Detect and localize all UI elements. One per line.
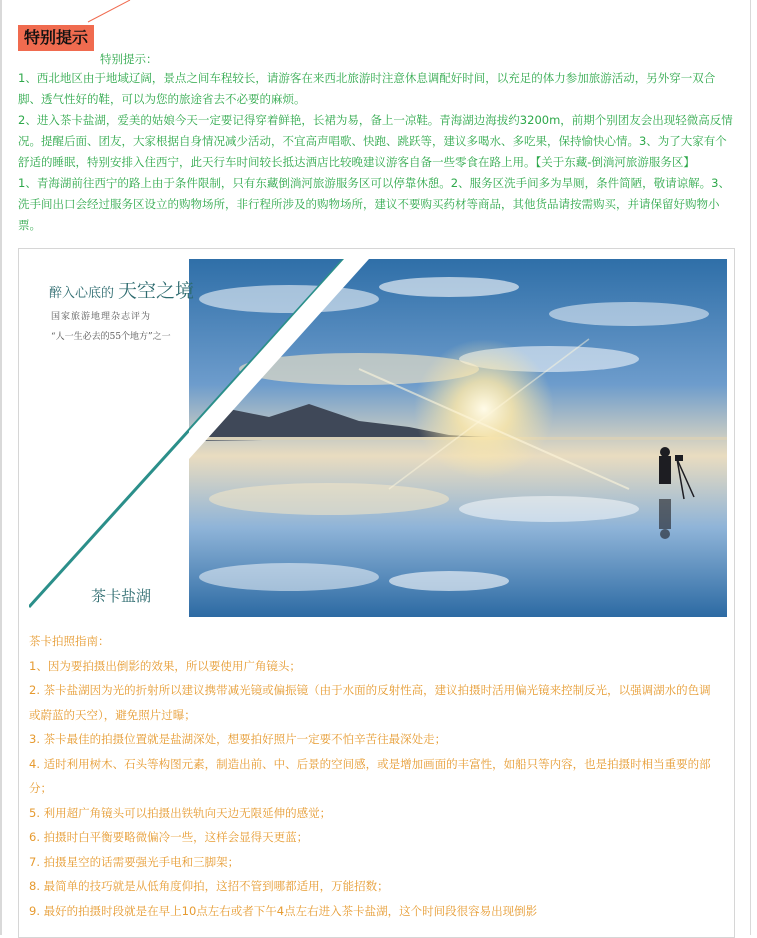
- photo-guide: [29, 629, 719, 923]
- page-right-border: [750, 0, 751, 935]
- special-notice-tag: 特别提示: [18, 25, 94, 51]
- guide-item: 3. 茶卡最佳的拍摄位置就是盐湖深处，想要拍好照片一定要不怕辛苦往最深处走；: [29, 732, 447, 746]
- guide-item: 4. 适时利用树木、石头等构图元素，制造出前、中、后景的空间感，或是增加画面的丰富性，如船只等内容，也是拍摄时相当重要的部分；: [29, 756, 711, 795]
- guide-item: 8. 最简单的技巧就是从低角度仰拍，这招不管到哪都适用，万能招数；: [29, 879, 389, 893]
- guide-item: 9. 最好的拍摄时段就是在早上10点左右或者下午4点左右进入茶卡盐湖，这个时间段很容易出现倒影: [29, 903, 538, 918]
- tagline-lead: 醉入心底的: [49, 286, 115, 301]
- tagline-highlight: 天空之境: [118, 280, 195, 302]
- guide-item: 7. 拍摄星空的话需要强光手电和三脚架；: [29, 854, 240, 869]
- guide-item: 2. 茶卡盐湖因为光的折射所以建议携带减光镜或偏振镜（由于水面的反射性高，建议拍摄时活用偏光镜来控制反光，以强调湖水的色调或蔚蓝的天空），避免照片过曝；: [29, 683, 711, 722]
- special-notice-body: [18, 68, 738, 236]
- special-notice-subtitle: 特别提示：: [100, 52, 158, 66]
- notice-paragraph: 1、青海湖前往西宁的路上由于条件限制，只有东藏倒淌河旅游服务区可以停靠休憩。2、服务区洗手间多为旱厕，条件简陋，敬请谅解。3、洗手间出口会经过服务区设立的购物场所，非行程所涉及的购物场所，建议不要购买药材等商品，其他货品请按需购买，并请保留好购物小票。: [18, 176, 730, 232]
- guide-item: 1、因为要拍摄出倒影的效果，所以要使用广角镜头；: [29, 658, 301, 673]
- place-name: 茶卡盐湖: [91, 587, 152, 605]
- banner-tagline: [49, 276, 194, 303]
- guide-item: 6. 拍摄时白平衡要略微偏冷一些，这样会显得天更蓝；: [29, 830, 309, 844]
- guide-item: 5. 利用超广角镜头可以拍摄出铁轨向天边无限延伸的感觉；: [29, 805, 332, 820]
- page-left-border: [0, 0, 2, 935]
- guide-title: 茶卡拍照指南：: [29, 634, 110, 648]
- award-line-2: “人一生必去的55个地方”之一: [51, 332, 171, 342]
- award-line-1: 国家旅游地理杂志评为: [51, 312, 152, 322]
- notice-paragraph: 1、西北地区由于地域辽阔，景点之间车程较长，请游客在来西北旅游时注意休息调配好时间，以充足的体力参加旅游活动，另外穿一双合脚、透气性好的鞋，可以为您的旅途省去不必要的麻烦。: [18, 71, 716, 106]
- photo-guide-card: [18, 248, 735, 938]
- notice-paragraph: 2、进入茶卡盐湖，爱美的姑娘今天一定要记得穿着鲜艳，长裙为易，备上一凉鞋。青海湖边海拔约3200m，前期个别团友会出现轻微高反情况。提醒后面、团友，大家根据自身情况减少活动，不宜高声唱歌、快跑、跳跃等，建议多喝水、多吃果，保持愉快心情。3、为了大家有个舒适的睡眠，特别安排入住西宁，此天行车时间较长抵达酒店比较晚建议游客自备一些零食在路上用。【关于东藏-倒淌河旅游服务区】: [18, 113, 733, 169]
- salt-lake-banner: [29, 259, 727, 617]
